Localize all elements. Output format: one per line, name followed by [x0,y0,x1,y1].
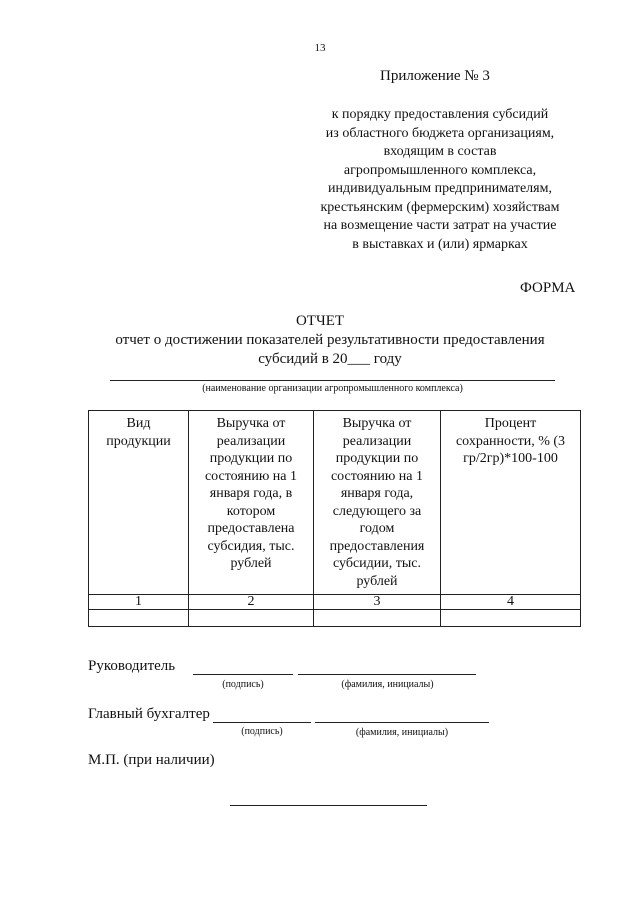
organization-name-caption: (наименование организации агропромышленного комплекса) [202,383,463,394]
report-subtitle-line: субсидий в 20___ году [258,351,402,367]
appendix-line: из областного бюджета организациям, [325,125,555,141]
head-name-line[interactable] [298,674,476,675]
head-name-caption: (фамилия, инициалы) [341,679,434,690]
report-subtitle [110,331,550,369]
bottom-line [230,805,427,806]
column-number: 2 [189,595,314,610]
page-number: 13 [314,42,326,54]
appendix-line: индивидуальным предпринимателям, [328,181,552,196]
organization-name-line [110,380,555,381]
accountant-signature-caption: (подпись) [241,726,283,737]
header-revenue-grant-year: Выручка от реализации продукции по состоянию на 1 января года, в котором предоставлена субсидия, тыс. рублей [189,411,314,595]
report-title: ОТЧЕТ [295,313,345,329]
form-label: ФОРМА [520,280,576,296]
header-product-type: Вид продукции [89,411,189,595]
table-cell[interactable] [314,610,441,627]
head-label: Руководитель [88,658,176,674]
table-cell[interactable] [189,610,314,627]
header-retention-percent: Процент сохранности, % (3 гр/2гр)*100-100 [441,411,581,595]
accountant-name-caption: (фамилия, инициалы) [355,727,449,738]
header-revenue-next-year: Выручка от реализации продукции по состоянию на 1 января года, следующего за годом предоставления субсидии, тыс. рублей [314,411,441,595]
appendix-title: Приложение № 3 [380,68,490,84]
accountant-signature-line[interactable] [213,722,311,723]
table-header-row [89,411,581,595]
stamp-label: М.П. (при наличии) [88,752,215,768]
appendix-description [300,106,580,254]
head-signature-line[interactable] [193,674,293,675]
table-cell[interactable] [89,610,189,627]
column-number: 1 [89,595,189,610]
appendix-line: на возмещение части затрат на участие [323,218,557,233]
appendix-line: крестьянским (фермерским) хозяйствам [320,199,560,215]
accountant-name-line[interactable] [315,722,489,723]
table-number-row [89,595,581,610]
chief-accountant-label: Главный бухгалтер [88,706,210,722]
column-number: 4 [441,595,581,610]
appendix-line: к порядку предоставления субсидий [331,107,549,122]
appendix-line: входящим в состав [383,144,497,159]
table-cell[interactable] [441,610,581,627]
appendix-line: в выставках и (или) ярмарках [352,236,528,252]
report-table [88,410,581,627]
appendix-line: агропромышленного комплекса, [343,162,537,178]
table-row [89,610,581,627]
column-number: 3 [314,595,441,610]
report-subtitle-line: отчет о достижении показателей результативности предоставления [115,332,545,348]
head-signature-caption: (подпись) [222,679,264,690]
